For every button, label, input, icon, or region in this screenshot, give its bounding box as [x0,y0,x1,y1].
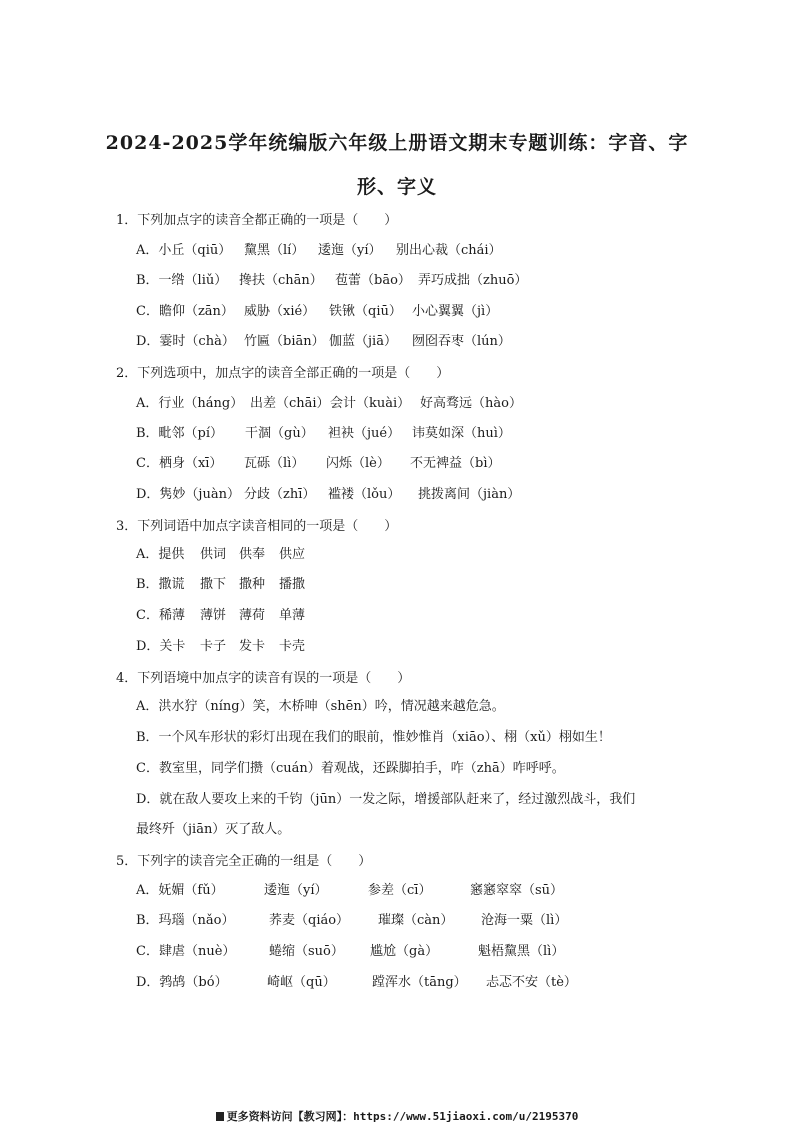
option-cell: 忐忑不安（tè） [486,975,577,990]
option-cell: B．毗邻（pí） [136,426,224,441]
option-cell: A．小丘（qiū） [136,243,232,258]
option-cell: 伽蓝（jiā） [329,334,397,349]
option-cell: 卡壳 [279,639,306,654]
option-cell: 囫囵吞枣（lún） [412,334,511,349]
option-cell: 撒下 [200,577,227,592]
option-cell: 薄饼 [200,608,227,623]
option-cell: 荞麦（qiáo） [269,913,350,928]
question-4-option-d[interactable]: D．就在敌人要攻上来的千钧（jūn）一发之际，增援部队赶来了，经过激烈战斗，我们 [136,792,636,807]
option-cell: 供奉 [239,547,266,562]
option-cell: 讳莫如深（huì） [412,426,511,441]
option-cell: 逶迤（yí） [318,243,382,258]
option-cell: A．妩媚（fǔ） [136,883,224,898]
option-cell: 尴尬（gà） [370,944,439,959]
option-cell: 供词 [200,547,227,562]
option-cell: 挑拨离间（jiàn） [418,487,521,502]
option-cell: D．隽妙（juàn） [136,487,240,502]
option-cell: C．肆虐（nuè） [136,944,236,959]
option-cell: 不无裨益（bì） [410,456,501,471]
option-cell: 崎岖（qū） [267,975,336,990]
option-cell: 瓦砾（lì） [244,456,305,471]
option-cell: 出差（chāi） [250,396,330,411]
option-cell: 卡子 [200,639,227,654]
option-cell: 分歧（zhī） [244,487,316,502]
question-4-option-d-continued: 最终歼（jiān）灭了敌人。 [136,822,291,837]
page-title-line-2: 形、字义 [356,176,437,198]
option-cell: D．鹁鸪（bó） [136,975,228,990]
option-cell: 小心翼翼（jì） [412,304,499,319]
option-cell: 薄荷 [239,608,266,623]
question-4-option-a[interactable]: A．洪水狞（níng）笑，木桥呻（shēn）吟，情况越来越危急。 [136,699,505,714]
option-cell: B．一绺（liǔ） [136,273,228,288]
question-3-stem: 3．下列词语中加点字读音相同的一项是（ ） [116,519,398,534]
option-cell: 单薄 [279,608,306,623]
flag-icon [216,1112,224,1121]
option-cell: 参差（cī） [368,883,432,898]
option-cell: D．霎时（chà） [136,334,235,349]
option-cell: 播撒 [279,577,306,592]
option-cell: C．稀薄 [136,608,185,623]
question-4-option-c[interactable]: C．教室里，同学们攒（cuán）着观战，还跺脚拍手，咋（zhā）咋呼呼。 [136,761,565,776]
option-cell: 会计（kuài） [330,396,411,411]
option-cell: B．玛瑙（nǎo） [136,913,235,928]
page-title-line-1: 2024-2025学年统编版六年级上册语文期末专题训练：字音、字 [105,132,689,154]
question-2-stem: 2．下列选项中，加点字的读音全部正确的一项是（ ） [116,366,450,381]
option-cell: 魁梧黧黑（lì） [478,944,565,959]
option-cell: 黧黑（lí） [244,243,305,258]
footer-link[interactable] [0,1108,794,1124]
option-cell: 璀璨（càn） [378,913,454,928]
option-cell: 沧海一粟（lì） [481,913,568,928]
option-cell: 别出心裁（chái） [396,243,502,258]
option-cell: 袒袂（jué） [328,426,401,441]
option-cell: 干涸（gù） [245,426,314,441]
question-5-stem: 5．下列字的读音完全正确的一组是（ ） [116,854,372,869]
option-cell: 窸窸窣窣（sū） [470,883,564,898]
option-cell: 铁锹（qiū） [329,304,402,319]
option-cell: D．关卡 [136,639,186,654]
question-4-stem: 4．下列语境中加点字的读音有误的一项是（ ） [116,671,411,686]
option-cell: 苞蕾（bāo） [335,273,411,288]
option-cell: 弄巧成拙（zhuō） [418,273,528,288]
option-cell: A．提供 [136,547,185,562]
option-cell: C．栖身（xī） [136,456,223,471]
option-cell: C．瞻仰（zān） [136,304,234,319]
question-1-stem: 1．下列加点字的读音全都正确的一项是（ ） [116,213,398,228]
option-cell: 逶迤（yí） [264,883,328,898]
option-cell: 竹匾（biān） [244,334,325,349]
option-cell: 蹚浑水（tāng） [372,975,467,990]
footer-text: 更多资料访问【教习网】：https://www.51jiaoxi.com/u/2195370 [226,1110,579,1123]
option-cell: 威胁（xié） [244,304,316,319]
option-cell: A．行业（háng） [136,396,244,411]
option-cell: 发卡 [239,639,266,654]
option-cell: 闪烁（lè） [326,456,390,471]
option-cell: 供应 [279,547,306,562]
option-cell: 撒种 [239,577,266,592]
question-4-option-b[interactable]: B．一个风车形状的彩灯出现在我们的眼前，惟妙惟肖（xiāo）、栩（xǔ）栩如生！ [136,730,611,745]
option-cell: 搀扶（chān） [239,273,323,288]
option-cell: 蜷缩（suō） [269,944,344,959]
option-cell: B．撒谎 [136,577,185,592]
option-cell: 好高骛远（hào） [420,396,522,411]
option-cell: 褴褛（lǒu） [328,487,401,502]
